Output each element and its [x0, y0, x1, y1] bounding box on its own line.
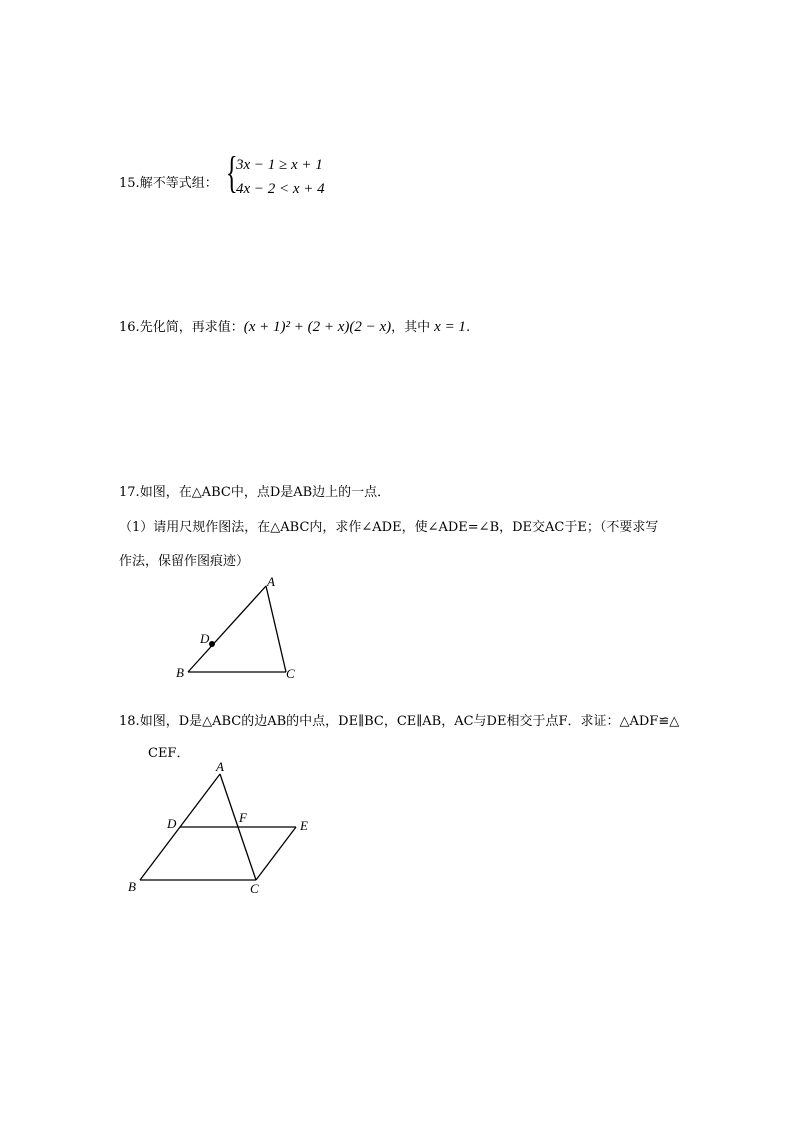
q17-number: 17.	[119, 485, 140, 500]
q16-expression: (x + 1)² + (2 + x)(2 − x)	[243, 319, 392, 335]
label-b: B	[128, 879, 136, 894]
point-d	[209, 641, 215, 647]
label-f: F	[239, 810, 247, 825]
label-c: C	[286, 666, 295, 681]
q17-part1-line1: （1）请用尺规作图法，在△ABC内，求作∠ADE，使∠ADE=∠B，DE交AC于E；（不要求写	[119, 520, 659, 535]
label-e: E	[300, 818, 308, 833]
q16-prompt: 先化简，再求值：	[139, 320, 244, 335]
q17-part1-line2: 作法，保留作图痕迹）	[119, 554, 250, 569]
q16-stem	[119, 316, 470, 336]
label-d: D	[200, 631, 210, 646]
label-a: A	[267, 576, 275, 589]
q17-triangle-figure	[170, 576, 310, 686]
system-brace: {	[226, 148, 238, 197]
label-d: D	[167, 816, 177, 831]
q15-inequality-1: 3x − 1 ≥ x + 1	[236, 157, 323, 173]
label-c: C	[250, 881, 259, 896]
q17-stem	[119, 481, 390, 500]
q16-number: 16.	[119, 320, 140, 335]
q15-number: 15.	[119, 176, 140, 191]
q16-suffix: ，其中	[391, 320, 431, 335]
q18-number: 18.	[119, 714, 140, 729]
label-a: A	[216, 759, 224, 774]
q15-inequality-2: 4x − 2 < x + 4	[236, 181, 325, 197]
q18-line2: CEF．	[148, 746, 190, 761]
q15-prompt: 解不等式组：	[139, 176, 218, 191]
q18-parallelogram-figure	[120, 758, 320, 898]
label-b: B	[176, 665, 184, 680]
side-ab	[188, 586, 266, 672]
side-ac	[266, 586, 286, 672]
q17-line1: 如图，在△ABC中，点D是AB边上的一点．	[139, 485, 391, 500]
segment-ce	[256, 827, 296, 880]
q18-stem	[119, 710, 679, 729]
q16-end: .	[465, 320, 471, 335]
q16-condition: x = 1	[434, 319, 466, 335]
q18-line1: 如图，D是△ABC的边AB的中点，DE∥BC，CE∥AB，AC与DE相交于点F．求证：△ADF≌△	[139, 714, 680, 729]
q15-stem	[119, 172, 218, 191]
